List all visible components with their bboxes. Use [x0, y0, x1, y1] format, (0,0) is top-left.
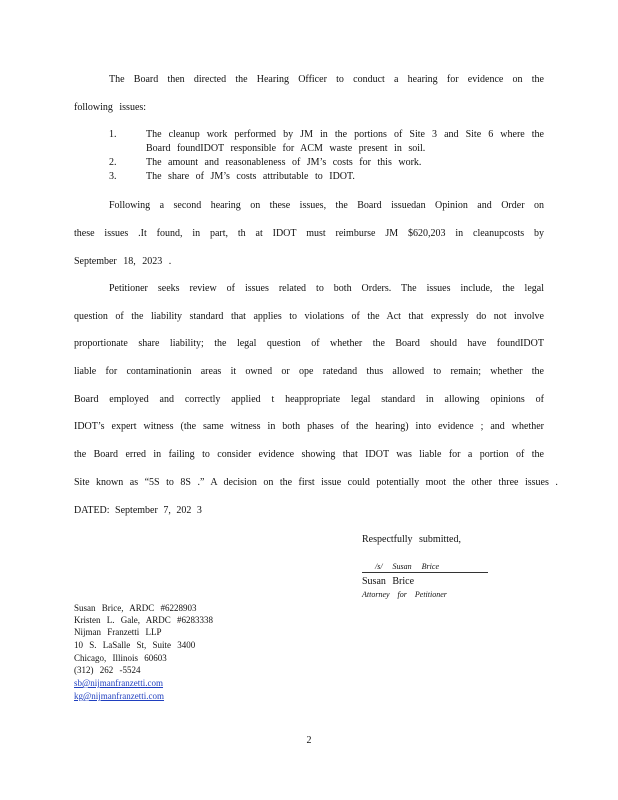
paragraph-3-line-5: Board employed and correctly applied t heappropriate legal standard in allowing opinions of: [74, 394, 544, 405]
paragraph-3-line-8: Site known as “5S to 8S .” A decision on the first issue could potentially moot the other three issues .: [74, 477, 558, 488]
signature-line: /s/ Susan Brice: [375, 562, 439, 571]
contact-line-3: Nijman Franzetti LLP: [74, 627, 162, 637]
paragraph-3-line-2: question of the liability standard that applies to violations of the Act that expressly do not involve: [74, 311, 544, 322]
contact-line-6: (312) 262 -5524: [74, 665, 141, 675]
dated-line: DATED: September 7, 202 3: [74, 505, 202, 516]
contact-line-1: Susan Brice, ARDC #6228903: [74, 603, 197, 613]
page-number: 2: [306, 735, 312, 746]
paragraph-3-line-6: IDOT’s expert witness (the same witness in both phases of the hearing) into evidence ; and whether: [74, 421, 544, 432]
signature-name: Susan Brice: [362, 576, 415, 587]
paragraph-3-line-3: proportionate share liability; the legal question of whether the Board should have foundIDOT: [74, 338, 544, 349]
issue-1-number: 1.: [109, 129, 117, 140]
issue-1-line-2: Board foundIDOT responsible for ACM waste present in soil.: [146, 143, 426, 154]
issue-2-line-1: The amount and reasonableness of JM’s costs for this work.: [146, 157, 422, 168]
paragraph-2-line-2: these issues .It found, in part, th at IDOT must reimburse JM $620,203 in cleanupcosts by: [74, 228, 544, 239]
paragraph-3-line-1: Petitioner seeks review of issues related to both Orders. The issues include, the legal: [109, 283, 544, 294]
email-link-2-text[interactable]: kg@nijmanfranzetti.com: [74, 691, 165, 701]
issue-3-line-1: The share of JM’s costs attributable to IDOT.: [146, 171, 355, 182]
signature-rule: [362, 572, 488, 573]
issue-3-number: 3.: [109, 171, 117, 182]
paragraph-1-line-2: following issues:: [74, 102, 147, 113]
email-link-2[interactable]: [74, 690, 164, 702]
signature-title: Attorney for Petitioner: [362, 590, 447, 599]
paragraph-2-line-3: September 18, 2023 .: [74, 256, 172, 267]
paragraph-3-line-4: liable for contaminationin areas it owned or ope ratedand thus allowed to remain; whether the: [74, 366, 544, 377]
paragraph-2-line-1: Following a second hearing on these issues, the Board issuedan Opinion and Order on: [109, 200, 544, 211]
email-link-1[interactable]: [74, 677, 163, 689]
paragraph-1-line-1: The Board then directed the Hearing Officer to conduct a hearing for evidence on the: [109, 74, 544, 85]
issue-2-number: 2.: [109, 157, 117, 168]
paragraph-3-line-7: the Board erred in failing to consider evidence showing that IDOT was liable for a portion of the: [74, 449, 544, 460]
signature-closing: Respectfully submitted,: [362, 534, 461, 545]
contact-line-5: Chicago, Illinois 60603: [74, 653, 167, 663]
contact-line-2: Kristen L. Gale, ARDC #6283338: [74, 615, 213, 625]
issue-1-line-1: The cleanup work performed by JM in the portions of Site 3 and Site 6 where the: [146, 129, 544, 140]
contact-line-4: 10 S. LaSalle St, Suite 3400: [74, 640, 196, 650]
email-link-1-text[interactable]: sb@nijmanfranzetti.com: [74, 678, 164, 688]
